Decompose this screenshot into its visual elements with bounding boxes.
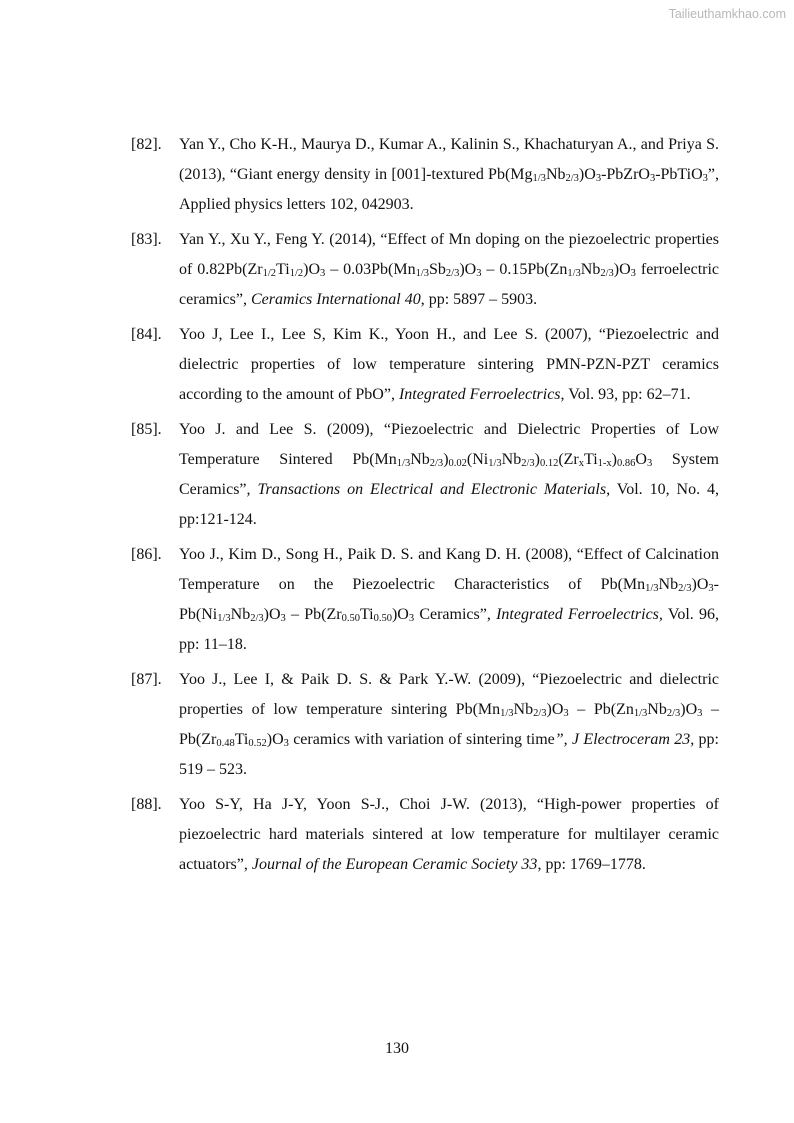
subscript: 3 bbox=[646, 458, 653, 469]
subscript: 0.50 bbox=[373, 613, 392, 624]
reference-text bbox=[179, 225, 719, 315]
text-run: )O bbox=[266, 731, 284, 748]
text-run: – Pb(Zr bbox=[285, 606, 342, 623]
subscript: 2/3 bbox=[250, 613, 264, 624]
reference-number: [83]. bbox=[131, 231, 162, 248]
subscript: 1/3 bbox=[633, 708, 648, 719]
text-run: ) bbox=[443, 451, 449, 468]
reference-item bbox=[131, 320, 719, 410]
reference-number: [85]. bbox=[131, 421, 162, 438]
subscript: 1/3 bbox=[415, 268, 430, 279]
text-run: Ti bbox=[359, 606, 374, 623]
text-run: Yoo J, Lee I., Lee S, Kim K., Yoon H., and Lee S. (2007), “Piezoelectric and dielectric properties of low temperature sintering PMN-PZN-PZT ceramics according to the amount of PbO” bbox=[179, 326, 719, 403]
text-run: Ti bbox=[584, 451, 598, 468]
text-run: Yan Y., Xu Y., Feng Y. (2014), “Effect of Mn doping on the piezoelectric properties of 0.82Pb(Zr bbox=[179, 231, 719, 278]
text-run: , pp: 5897 – 5903. bbox=[420, 291, 538, 308]
text-run: )O bbox=[613, 261, 631, 278]
subscript: 0.50 bbox=[341, 613, 360, 624]
subscript: 0.86 bbox=[617, 458, 636, 469]
text-run: Nb bbox=[545, 166, 566, 183]
reference-item bbox=[131, 665, 719, 785]
text-run: )O bbox=[303, 261, 320, 278]
text-run: )O bbox=[391, 606, 409, 623]
text-run: (Zr bbox=[558, 451, 579, 468]
subscript: 3 bbox=[697, 708, 703, 719]
text-run: )O bbox=[578, 166, 596, 183]
subscript: 1/3 bbox=[500, 708, 514, 719]
reference-text bbox=[179, 415, 719, 535]
subscript: 1/2 bbox=[289, 268, 304, 279]
subscript: 0.48 bbox=[216, 738, 235, 749]
text-run: Yan Y., Cho K-H., Maurya D., Kumar A., Kalinin S., Khachaturyan A., and Priya S. (2013), “Giant energy density in [001]-textured Pb(Mg bbox=[179, 136, 719, 183]
reference-item bbox=[131, 130, 719, 220]
text-run: System Ceramics” bbox=[179, 451, 719, 498]
text-run: – 0.03Pb(Mn bbox=[325, 261, 416, 278]
subscript: 2/3 bbox=[445, 268, 460, 279]
reference-item bbox=[131, 225, 719, 315]
text-run: Vol. 96, pp: 11–18. bbox=[179, 606, 720, 653]
subscript: 2/3 bbox=[521, 458, 535, 469]
subscript: 3 bbox=[476, 268, 482, 279]
text-run: ceramics with variation of sintering time bbox=[288, 731, 555, 748]
reference-item bbox=[131, 415, 719, 535]
text-run: – 0.15Pb(Zn bbox=[481, 261, 568, 278]
text-run: )O bbox=[691, 576, 709, 593]
text-run: – Pb(Zn bbox=[568, 701, 634, 718]
page-number: 130 bbox=[385, 1040, 409, 1057]
reference-number: [87]. bbox=[131, 671, 162, 688]
reference-list bbox=[131, 130, 719, 885]
watermark: Tailieuthamkhao.com bbox=[668, 7, 786, 21]
text-run: -PbZrO bbox=[601, 166, 650, 183]
reference-text bbox=[179, 130, 719, 220]
subscript: 3 bbox=[280, 613, 286, 624]
subscript: 1/3 bbox=[217, 613, 231, 624]
text-run: Ti bbox=[234, 731, 249, 748]
text-run: Yoo J., Kim D., Song H., Paik D. S. and Kang D. H. (2008), “Effect of Calcination Temperature on the Piezoelectric Characteristics of Pb(Mn bbox=[179, 546, 719, 593]
subscript: 3 bbox=[283, 738, 289, 749]
subscript: 3 bbox=[702, 173, 708, 184]
subscript: 1/3 bbox=[645, 583, 659, 594]
text-run: (Ni bbox=[466, 451, 489, 468]
reference-text bbox=[179, 320, 719, 410]
text-run: )O bbox=[459, 261, 477, 278]
subscript: 3 bbox=[630, 268, 636, 279]
subscript: 2/3 bbox=[565, 173, 579, 184]
text-run: Ceramics”, bbox=[414, 606, 497, 623]
text-run: Yoo S-Y, Ha J-Y, Yoon S-J., Choi J-W. (2013), “High-power properties of piezoelectric hard materials sintered at low temperature for multilayer ceramic actuators”, bbox=[179, 796, 719, 873]
text-run: Nb bbox=[580, 261, 601, 278]
text-run: Nb bbox=[230, 606, 251, 623]
reference-number: [86]. bbox=[131, 546, 162, 563]
subscript: 1/3 bbox=[396, 458, 411, 469]
subscript: 3 bbox=[595, 173, 602, 184]
subscript: 2/3 bbox=[678, 583, 692, 594]
subscript: 1-x bbox=[597, 458, 612, 469]
subscript: 0.02 bbox=[448, 458, 467, 469]
reference-text bbox=[179, 665, 719, 785]
text-run: – Pb(Zr bbox=[179, 701, 719, 748]
reference-item bbox=[131, 540, 719, 660]
subscript: 2/3 bbox=[666, 708, 681, 719]
subscript: 2/3 bbox=[429, 458, 444, 469]
subscript: 3 bbox=[649, 173, 656, 184]
text-run: Nb bbox=[513, 701, 534, 718]
text-run: Ti bbox=[276, 261, 290, 278]
italic-text: Integrated Ferroelectrics, bbox=[496, 606, 663, 623]
subscript: 2/3 bbox=[533, 708, 547, 719]
italic-text: , Transactions on Electrical and Electronic Materials, bbox=[246, 481, 611, 498]
text-run: Yoo J. and Lee S. (2009), “Piezoelectric and Dielectric Properties of Low Temperature Sintered Pb(Mn bbox=[179, 421, 719, 468]
text-run: ) bbox=[534, 451, 540, 468]
subscript: x bbox=[578, 458, 585, 469]
reference-item bbox=[131, 790, 719, 880]
text-run: Nb bbox=[647, 701, 667, 718]
text-run: Sb bbox=[429, 261, 446, 278]
text-run: -Pb(Ni bbox=[179, 576, 719, 623]
subscript: 3 bbox=[408, 613, 415, 624]
subscript: 1/3 bbox=[567, 268, 581, 279]
subscript: 3 bbox=[563, 708, 569, 719]
text-run: )O bbox=[680, 701, 698, 718]
reference-text bbox=[179, 540, 719, 660]
text-run: Nb bbox=[501, 451, 522, 468]
text-run: ”, Applied physics letters 102, 042903. bbox=[179, 166, 719, 213]
subscript: 3 bbox=[708, 583, 714, 594]
text-run: pp: 519 – 523. bbox=[179, 731, 720, 778]
text-run: Nb bbox=[410, 451, 430, 468]
subscript: 0.52 bbox=[248, 738, 267, 749]
italic-text: , Integrated Ferroelectrics bbox=[390, 386, 561, 403]
italic-text: Journal of the European Ceramic Society 33 bbox=[251, 856, 538, 873]
reference-number: [88]. bbox=[131, 796, 162, 813]
subscript: 3 bbox=[320, 268, 326, 279]
text-run: ) bbox=[611, 451, 617, 468]
subscript: 1/3 bbox=[488, 458, 502, 469]
reference-text bbox=[179, 790, 719, 880]
text-run: Vol. 10, No. 4, pp:121-124. bbox=[179, 481, 719, 528]
reference-number: [82]. bbox=[131, 136, 162, 153]
text-run: -PbTiO bbox=[655, 166, 703, 183]
text-run: Yoo J., Lee I, & Paik D. S. & Park Y.-W. (2009), “Piezoelectric and dielectric properties of low temperature sintering Pb(Mn bbox=[179, 671, 719, 718]
text-run: )O bbox=[546, 701, 564, 718]
italic-text: Ceramics International 40 bbox=[250, 291, 421, 308]
subscript: 0.12 bbox=[539, 458, 559, 469]
subscript: 2/3 bbox=[600, 268, 614, 279]
text-run: , Vol. 93, pp: 62–71. bbox=[560, 386, 691, 403]
reference-number: [84]. bbox=[131, 326, 162, 343]
subscript: 1/2 bbox=[262, 268, 277, 279]
text-run: , pp: 1769–1778. bbox=[537, 856, 646, 873]
text-run: O bbox=[635, 451, 647, 468]
subscript: 1/3 bbox=[532, 173, 546, 184]
text-run: Nb bbox=[658, 576, 679, 593]
italic-text: ”, J Electroceram 23, bbox=[554, 731, 695, 748]
text-run: ferroelectric ceramics”, bbox=[179, 261, 720, 308]
text-run: )O bbox=[263, 606, 281, 623]
